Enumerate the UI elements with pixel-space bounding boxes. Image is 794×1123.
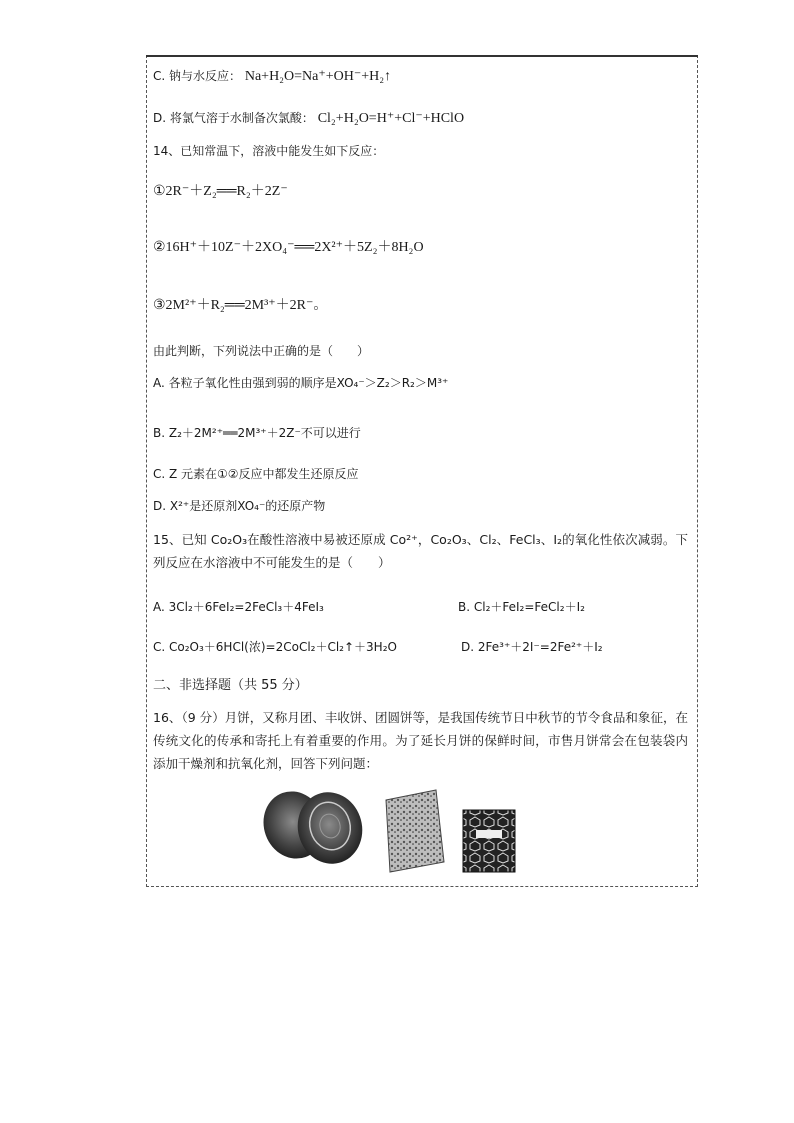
mooncake-image xyxy=(258,783,370,871)
q13-option-d xyxy=(153,110,464,127)
q14-option-c: C. Z 元素在①②反应中都发生还原反应 xyxy=(153,467,359,481)
q14-option-b: B. Z₂＋2M²⁺══2M³⁺＋2Z⁻不可以进行 xyxy=(153,426,361,440)
desiccant-packet-image xyxy=(386,790,444,872)
q14-option-a: A. 各粒子氧化性由强到弱的顺序是XO₄⁻＞Z₂＞R₂＞M³⁺ xyxy=(153,376,449,390)
top-border-line xyxy=(146,55,698,57)
section-2-title: 二、非选择题（共 55 分） xyxy=(153,678,308,693)
q14-stem: 14、已知常温下，溶液中能发生如下反应： xyxy=(153,144,385,158)
q14-ask: 由此判断，下列说法中正确的是（ ） xyxy=(153,344,370,358)
q16-stem: 16、（9 分）月饼，又称月团、丰收饼、团圆饼等，是我国传统节日中秋节的节令食品和象征，在传统文化的传承和寄托上有着重要的作用。为了延长月饼的保鲜时间，市售月饼常会在包装袋内添加干燥剂和抗氧化剂，回答下列问题： xyxy=(153,710,688,771)
q14-reaction-3: ③2M²⁺＋R₂══2M³⁺＋2R⁻。 xyxy=(153,298,328,313)
q13-option-c xyxy=(153,68,391,85)
q13-c-label: C. 钠与水反应： xyxy=(153,69,242,83)
q15-stem: 15、已知 Co₂O₃在酸性溶液中易被还原成 Co²⁺，Co₂O₃、Cl₂、FeCl₃、I₂的氧化性依次减弱。下列反应在水溶液中不可能发生的是（ ） xyxy=(153,532,688,570)
antioxidant-packet-image xyxy=(463,810,515,872)
mooncake-photos xyxy=(258,780,538,880)
q13-c-equation: Na+H₂O=Na⁺+OH⁻+H₂↑ xyxy=(244,69,392,84)
q15-option-c: C. Co₂O₃＋6HCl(浓)=2CoCl₂＋Cl₂↑＋3H₂O xyxy=(153,640,397,654)
q14-reaction-1: ①2R⁻＋Z₂══R₂＋2Z⁻ xyxy=(153,184,288,199)
mooncake-images-svg xyxy=(258,780,538,880)
q14-reaction-2: ②16H⁺＋10Z⁻＋2XO₄⁻══2X²⁺＋5Z₂＋8H₂O xyxy=(153,240,424,255)
q15-option-a: A. 3Cl₂＋6FeI₂=2FeCl₃＋4FeI₃ xyxy=(153,600,324,614)
q14-option-d: D. X²⁺是还原剂XO₄⁻的还原产物 xyxy=(153,499,326,513)
q15-option-b: B. Cl₂＋FeI₂=FeCl₂＋I₂ xyxy=(458,600,585,614)
q15-option-d: D. 2Fe³⁺＋2I⁻=2Fe²⁺＋I₂ xyxy=(461,640,603,654)
q13-d-label: D. 将氯气溶于水制备次氯酸： xyxy=(153,111,314,125)
q13-d-equation: Cl₂+H₂O=H⁺+Cl⁻+HClO xyxy=(317,111,465,126)
